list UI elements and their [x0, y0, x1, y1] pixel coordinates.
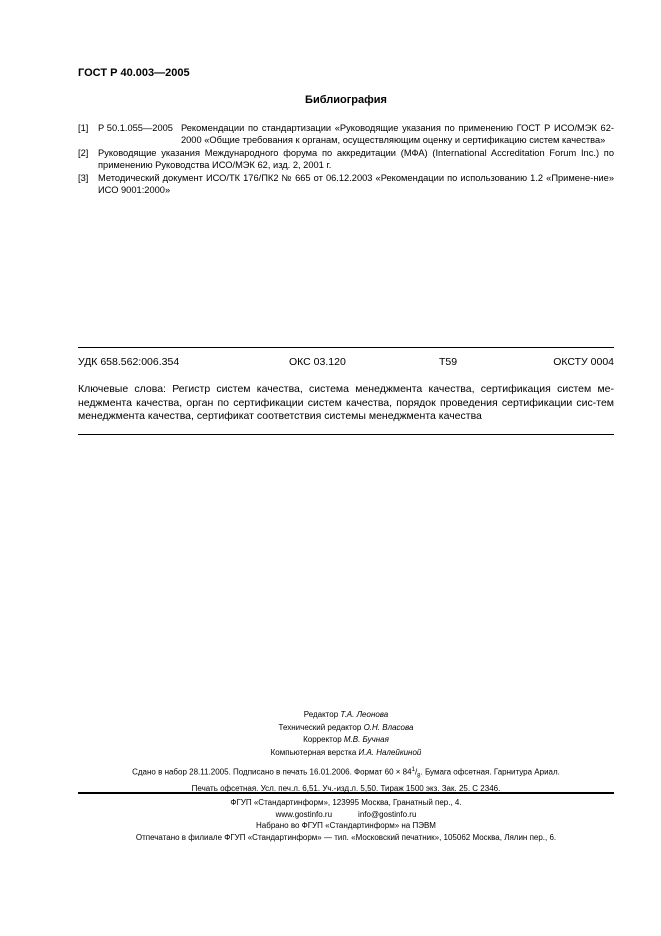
editors-block	[200, 709, 492, 759]
divider-top	[78, 347, 614, 348]
publisher-website-link[interactable]: www.gostinfo.ru	[275, 809, 333, 819]
printed-info: Отпечатано в филиале ФГУП «Стандартинформ» — тип. «Московский печатник», 105062 Москва, Лялин пер., 6.	[135, 832, 557, 842]
keywords: Ключевые слова: Регистр систем качества, система менеджмента качества, сертификация систем ме-неджмента качества, орган по сертификации систем качества, порядок проведения сертификации сис-тем менеджмента качества, сертификат соответствия системы менеджмента качества	[78, 383, 614, 422]
editor-line: Корректор М.В. Бучная	[303, 735, 389, 744]
editor-line: Компьютерная верстка И.А. Налейкиной	[270, 747, 422, 757]
bibliography-item	[78, 172, 614, 196]
bibliography-item-code: Р 50.1.055—2005	[98, 123, 173, 133]
typeset-info: Набрано во ФГУП «Стандартинформ» на ПЭВМ	[256, 821, 436, 830]
divider-publisher	[78, 792, 614, 794]
bibliography-item-text: Методический документ ИСО/ТК 176/ПК2 № 665 от 06.12.2003 «Рекомендации по использованию 1.2 «Примене-ние» ИСО 9001:2000»	[98, 173, 614, 195]
oks-code: ОКС 03.120	[289, 356, 346, 368]
okstu-code: ОКСТУ 0004	[553, 356, 614, 368]
editor-line: Технический редактор О.Н. Власова	[278, 722, 414, 732]
bibliography-title: Библиография	[305, 94, 387, 106]
print-info-line: Печать офсетная. Усл. печ.л. 6,51. Уч.-изд.л. 5,50. Тираж 1500 экз. Зак. 25. С 2346.	[191, 783, 501, 793]
print-info	[78, 764, 614, 795]
divider-keywords	[78, 434, 614, 435]
bibliography-item-number: [1]	[78, 123, 89, 133]
bibliography-item-text: Рекомендации по стандартизации «Руководящие указания по применению ГОСТ Р ИСО/МЭК 62-2000 «Общие требования к органам, осуществляющим оценку и сертификацию систем качества»	[180, 123, 614, 145]
bibliography-item-number: [3]	[78, 173, 89, 183]
bibliography-list	[78, 122, 614, 197]
document-code: ГОСТ Р 40.003—2005	[78, 67, 190, 79]
bibliography-item-number: [2]	[78, 148, 89, 158]
bibliography-item-text: Руководящие указания Международного форума по аккредитации (МФА) (International Accreditation Forum Inc.) по применению Руководства ИСО/МЭК 62, изд. 2, 2001 г.	[98, 148, 614, 170]
bibliography-item	[78, 122, 614, 146]
udk-code: УДК 658.562:006.354	[78, 356, 180, 368]
publisher-contacts	[78, 809, 614, 821]
publisher-info	[78, 797, 614, 843]
bibliography-item	[78, 147, 614, 171]
publisher-address: ФГУП «Стандартинформ», 123995 Москва, Гранатный пер., 4.	[230, 798, 462, 807]
editor-line: Редактор Т.А. Леонова	[303, 710, 389, 719]
publisher-email-link[interactable]: info@gostinfo.ru	[358, 809, 417, 819]
print-info-line: Сдано в набор 28.11.2005. Подписано в печать 16.01.2006. Формат $60 \times 84^1/_8$. Бумага офсетная. Гарнитура Ариал.	[132, 767, 560, 780]
group-code: Т59	[439, 356, 458, 368]
